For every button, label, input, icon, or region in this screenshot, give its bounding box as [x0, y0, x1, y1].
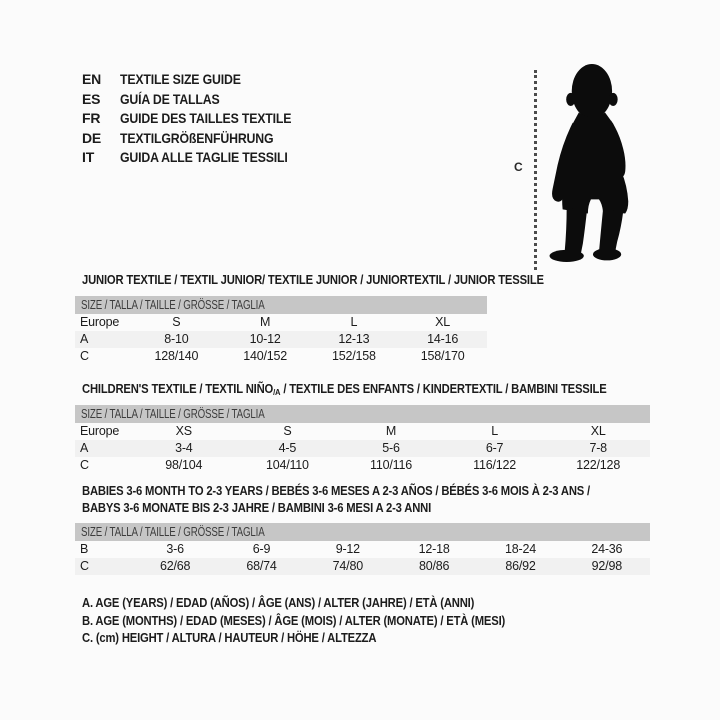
cell: M: [260, 315, 271, 329]
language-label: GUÍA DE TALLAS: [120, 90, 220, 107]
junior-section-title: JUNIOR TEXTILE / TEXTIL JUNIOR/ TEXTILE JUNIOR / JUNIORTEXTIL / JUNIOR TESSILE: [82, 273, 544, 287]
language-label: GUIDA ALLE TAGLIE TESSILI: [120, 149, 288, 165]
size-header-label: SIZE / TALLA / TAILLE / GRÖSSE / TAGLIA: [81, 298, 265, 312]
table-row: [75, 331, 487, 348]
row-label: A: [75, 440, 132, 457]
cell: 7-8: [546, 440, 650, 457]
cell: 6-9: [252, 542, 271, 556]
row-label: A: [75, 331, 132, 348]
cell: 122/128: [576, 458, 621, 472]
cell: 80/86: [391, 558, 477, 575]
language-code: DE: [82, 129, 102, 146]
row-label: C: [75, 558, 132, 575]
table-row: [75, 423, 650, 440]
language-row-en: [82, 70, 315, 90]
cell: 68/74: [218, 558, 304, 575]
cell: 86/92: [477, 558, 563, 575]
size-header-row: [75, 296, 487, 314]
language-label: TEXTILE SIZE GUIDE: [120, 71, 241, 87]
table-row: [75, 440, 650, 457]
row-label: C: [80, 458, 89, 472]
height-measure-line: [534, 70, 537, 270]
babies-title-line2: BABYS 3-6 MONATE BIS 2-3 JAHRE / BAMBINI 3-6 MESI A 2-3 ANNI: [82, 500, 432, 515]
cell: 4-5: [236, 440, 340, 457]
cell: 5-6: [339, 440, 443, 457]
language-row-es: [82, 90, 315, 110]
language-code: FR: [82, 110, 101, 126]
language-row-fr: [82, 109, 315, 129]
cell: 92/98: [564, 558, 650, 575]
cell: 74/80: [305, 558, 391, 575]
cell: 110/116: [370, 458, 412, 472]
size-header-row: [75, 405, 650, 423]
cell: XL: [435, 315, 451, 329]
table-row: [75, 348, 487, 365]
size-header-row: [75, 523, 650, 541]
cell: 158/170: [420, 349, 465, 363]
cell: 3-6: [166, 542, 184, 556]
measurement-figure: [512, 58, 662, 276]
language-code: ES: [82, 90, 101, 107]
cell: 24-36: [591, 542, 623, 556]
table-row: [75, 541, 650, 558]
cell: S: [172, 315, 181, 329]
babies-section-title: [82, 483, 590, 516]
size-header-label: SIZE / TALLA / TAILLE / GRÖSSE / TAGLIA: [81, 407, 265, 421]
cell: 6-7: [443, 440, 547, 457]
cell: 104/110: [265, 458, 309, 472]
cell: M: [385, 424, 397, 438]
children-title-post: / TEXTILE DES ENFANTS / KINDERTEXTIL / BAMBINI TESSILE: [280, 382, 607, 396]
cell: 12-18: [418, 542, 450, 556]
language-row-de: [82, 129, 315, 149]
language-code: IT: [82, 149, 95, 165]
cell: S: [283, 424, 292, 438]
cell: 128/140: [154, 349, 199, 363]
row-label: B: [80, 542, 89, 556]
junior-size-table: [75, 296, 487, 365]
legend-age-years: A. AGE (YEARS) / EDAD (AÑOS) / ÂGE (ANS) / ALTER (JAHRE) / ETÀ (ANNI): [82, 596, 475, 610]
cell: 10-12: [221, 331, 310, 348]
cell: XL: [590, 424, 606, 438]
legend-height-cm: C. (cm) HEIGHT / ALTURA / HAUTEUR / HÖHE / ALTEZZA: [82, 631, 377, 645]
language-list: [82, 70, 315, 168]
babies-title-line1: BABIES 3-6 MONTH TO 2-3 YEARS / BEBÉS 3-6 MESES A 2-3 AÑOS / BÉBÉS 3-6 MOIS À 2-3 ANS /: [82, 484, 591, 498]
size-header-label: SIZE / TALLA / TAILLE / GRÖSSE / TAGLIA: [81, 525, 265, 539]
table-row: [75, 457, 650, 474]
table-row: [75, 558, 650, 575]
language-row-it: [82, 148, 315, 168]
legend-notes: [82, 595, 552, 648]
children-size-table: [75, 405, 650, 474]
cell: 18-24: [504, 542, 536, 556]
cell: 152/158: [331, 349, 376, 363]
cell: L: [350, 315, 358, 329]
cell: 98/104: [165, 458, 203, 472]
language-code: EN: [82, 71, 102, 87]
table-row: [75, 314, 487, 331]
children-title-subscript: /A: [273, 387, 281, 397]
legend-age-months: B. AGE (MONTHS) / EDAD (MESES) / ÂGE (MOIS) / ALTER (MONATE) / ETÀ (MESI): [82, 613, 506, 628]
children-title-pre: CHILDREN'S TEXTILE / TEXTIL NIÑO: [82, 382, 274, 396]
row-label: Europe: [80, 315, 120, 329]
cell: 12-13: [310, 331, 399, 348]
language-label: GUIDE DES TAILLES TEXTILE: [120, 110, 292, 126]
babies-size-table: [75, 523, 650, 575]
cell: 14-16: [398, 331, 487, 348]
toddler-silhouette: [546, 60, 654, 268]
cell: 62/68: [132, 558, 218, 575]
cell: 8-10: [132, 331, 221, 348]
cell: 3-4: [132, 440, 236, 457]
row-label: Europe: [80, 424, 120, 438]
cell: 9-12: [335, 542, 360, 556]
language-label: TEXTILGRÖßENFÜHRUNG: [120, 129, 274, 146]
cell: 116/122: [473, 458, 516, 472]
cell: XS: [175, 424, 192, 438]
children-section-title: [82, 381, 607, 401]
row-label: C: [80, 349, 89, 363]
cell: 140/152: [243, 349, 288, 363]
cell: L: [491, 424, 498, 438]
height-measure-label: C: [514, 160, 523, 174]
